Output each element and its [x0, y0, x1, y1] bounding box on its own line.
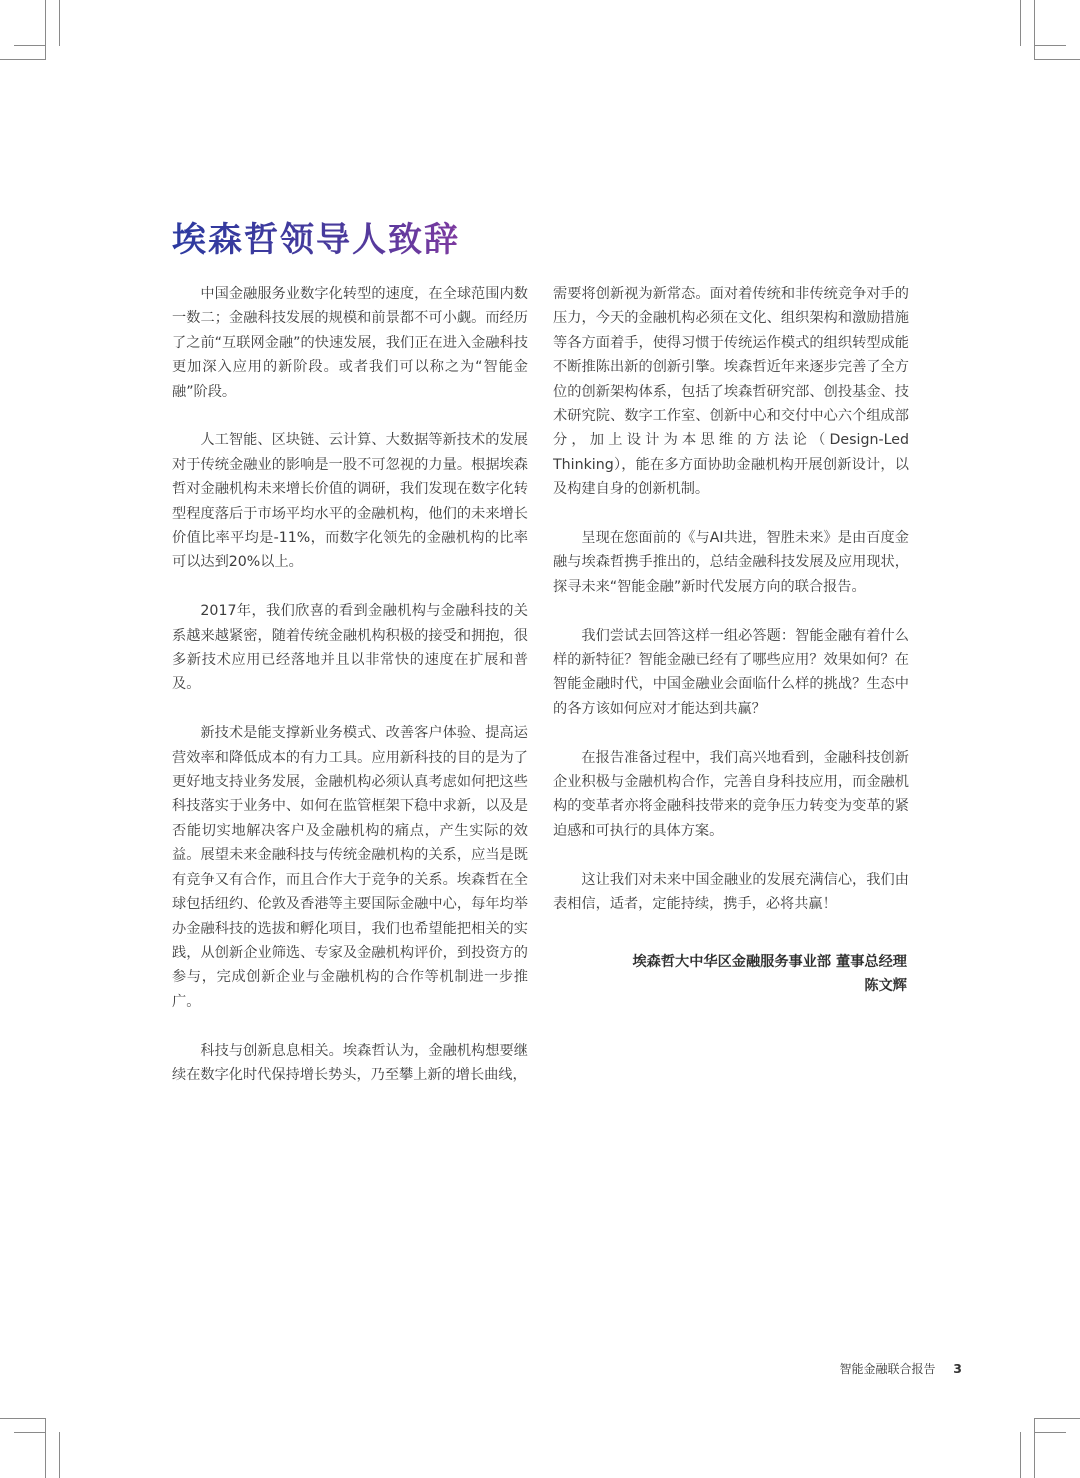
- page-number: 3: [953, 1361, 962, 1376]
- crop-mark-bottom-left-h: [14, 1432, 46, 1433]
- crop-mark-top-right-v: [1020, 0, 1021, 46]
- footer-report-name: 智能金融联合报告: [839, 1362, 936, 1376]
- paragraph: 在报告准备过程中，我们高兴地看到，金融科技创新企业积极与金融机构合作，完善自身科技应用，而金融机构的变革者亦将金融科技带来的竞争压力转变为变革的紧迫感和可执行的具体方案。: [553, 749, 909, 839]
- crop-mark-top-left-v2: [45, 0, 46, 60]
- crop-mark-top-right-v2: [1034, 0, 1035, 60]
- right-text-column: [553, 282, 909, 941]
- crop-mark-bottom-right-v: [1020, 1432, 1021, 1478]
- paragraph: 人工智能、区块链、云计算、大数据等新技术的发展对于传统金融业的影响是一股不可忽视的力量。根据埃森哲对金融机构未来增长价值的调研，我们发现在数字化转型程度落后于市场平均水平的金融机构，他们的未来增长价值比率平均是-11%，而数字化领先的金融机构的比率可以达到20%以上。: [172, 432, 528, 571]
- page-title: 埃森哲领导人致辞: [172, 212, 460, 261]
- signature-title: 埃森哲大中华区金融服务事业部 董事总经理: [632, 954, 907, 970]
- crop-mark-top-right-h: [1034, 45, 1066, 46]
- page-footer: [839, 1360, 962, 1377]
- paragraph-continuation: 需要将创新视为新常态。面对着传统和非传统竞争对手的压力，今天的金融机构必须在文化、组织架构和激励措施等各方面着手，使得习惯于传统运作模式的组织转型成能不断推陈出新的创新引擎。埃森哲近年来逐步完善了全方位的创新架构体系，包括了埃森哲研究部、创投基金、技术研究院、数字工作室、创新中心和交付中心六个组成部分，加上设计为本思维的方法论（Design-Led Thinking），能在多方面协助金融机构开展创新设计，以及构建自身的创新机制。: [553, 286, 909, 498]
- paragraph: 我们尝试去回答这样一组必答题：智能金融有着什么样的新特征？智能金融已经有了哪些应用？效果如何？在智能金融时代，中国金融业会面临什么样的挑战？生态中的各方该如何应对才能达到共赢？: [553, 627, 909, 717]
- left-text-column: [172, 282, 528, 1112]
- paragraph: 新技术是能支撑新业务模式、改善客户体验、提高运营效率和降低成本的有力工具。应用新科技的目的是为了更好地支持业务发展，金融机构必须认真考虑如何把这些科技落实于业务中、如何在监管框架下稳中求新，以及是否能切实地解决客户及金融机构的痛点，产生实际的效益。展望未来金融科技与传统金融机构的关系，应当是既有竞争又有合作，而且合作大于竞争的关系。埃森哲在全球包括纽约、伦敦及香港等主要国际金融中心，每年均举办金融科技的选拔和孵化项目，我们也希望能把相关的实践，从创新企业筛选、专家及金融机构评价，到投资方的参与，完成创新企业与金融机构的合作等机制进一步推广。: [172, 725, 528, 1010]
- crop-mark-top-left-h2: [0, 59, 46, 60]
- crop-mark-top-left-v: [59, 0, 60, 46]
- paragraph: 中国金融服务业数字化转型的速度，在全球范围内数一数二；金融科技发展的规模和前景都不可小觑。而经历了之前“互联网金融”的快速发展，我们正在进入金融科技更加深入应用的新阶段。或者我们可以称之为“智能金融”阶段。: [172, 286, 528, 400]
- paragraph: 呈现在您面前的《与AI共进，智胜未来》是由百度金融与埃森哲携手推出的，总结金融科技发展及应用现状，探寻未来“智能金融”新时代发展方向的联合报告。: [553, 530, 909, 595]
- paragraph: 科技与创新息息相关。埃森哲认为，金融机构想要继续在数字化时代保持增长势头，乃至攀上新的增长曲线，: [172, 1042, 528, 1083]
- crop-mark-top-left-h: [14, 45, 46, 46]
- signature-block: [547, 950, 907, 999]
- crop-mark-bottom-left-v: [59, 1432, 60, 1478]
- crop-mark-bottom-right-v2: [1034, 1418, 1035, 1478]
- crop-mark-top-right-h2: [1034, 59, 1080, 60]
- crop-mark-bottom-left-h2: [0, 1418, 46, 1419]
- signature-name: 陈文辉: [864, 978, 907, 995]
- crop-mark-bottom-left-v2: [45, 1418, 46, 1478]
- paragraph: 2017年，我们欣喜的看到金融机构与金融科技的关系越来越紧密，随着传统金融机构积极的接受和拥抱，很多新技术应用已经落地并且以非常快的速度在扩展和普及。: [172, 603, 528, 693]
- crop-mark-bottom-right-h: [1034, 1432, 1066, 1433]
- crop-mark-bottom-right-h2: [1034, 1418, 1080, 1419]
- paragraph: 这让我们对未来中国金融业的发展充满信心，我们由表相信，适者，定能持续，携手，必将共赢！: [553, 871, 909, 913]
